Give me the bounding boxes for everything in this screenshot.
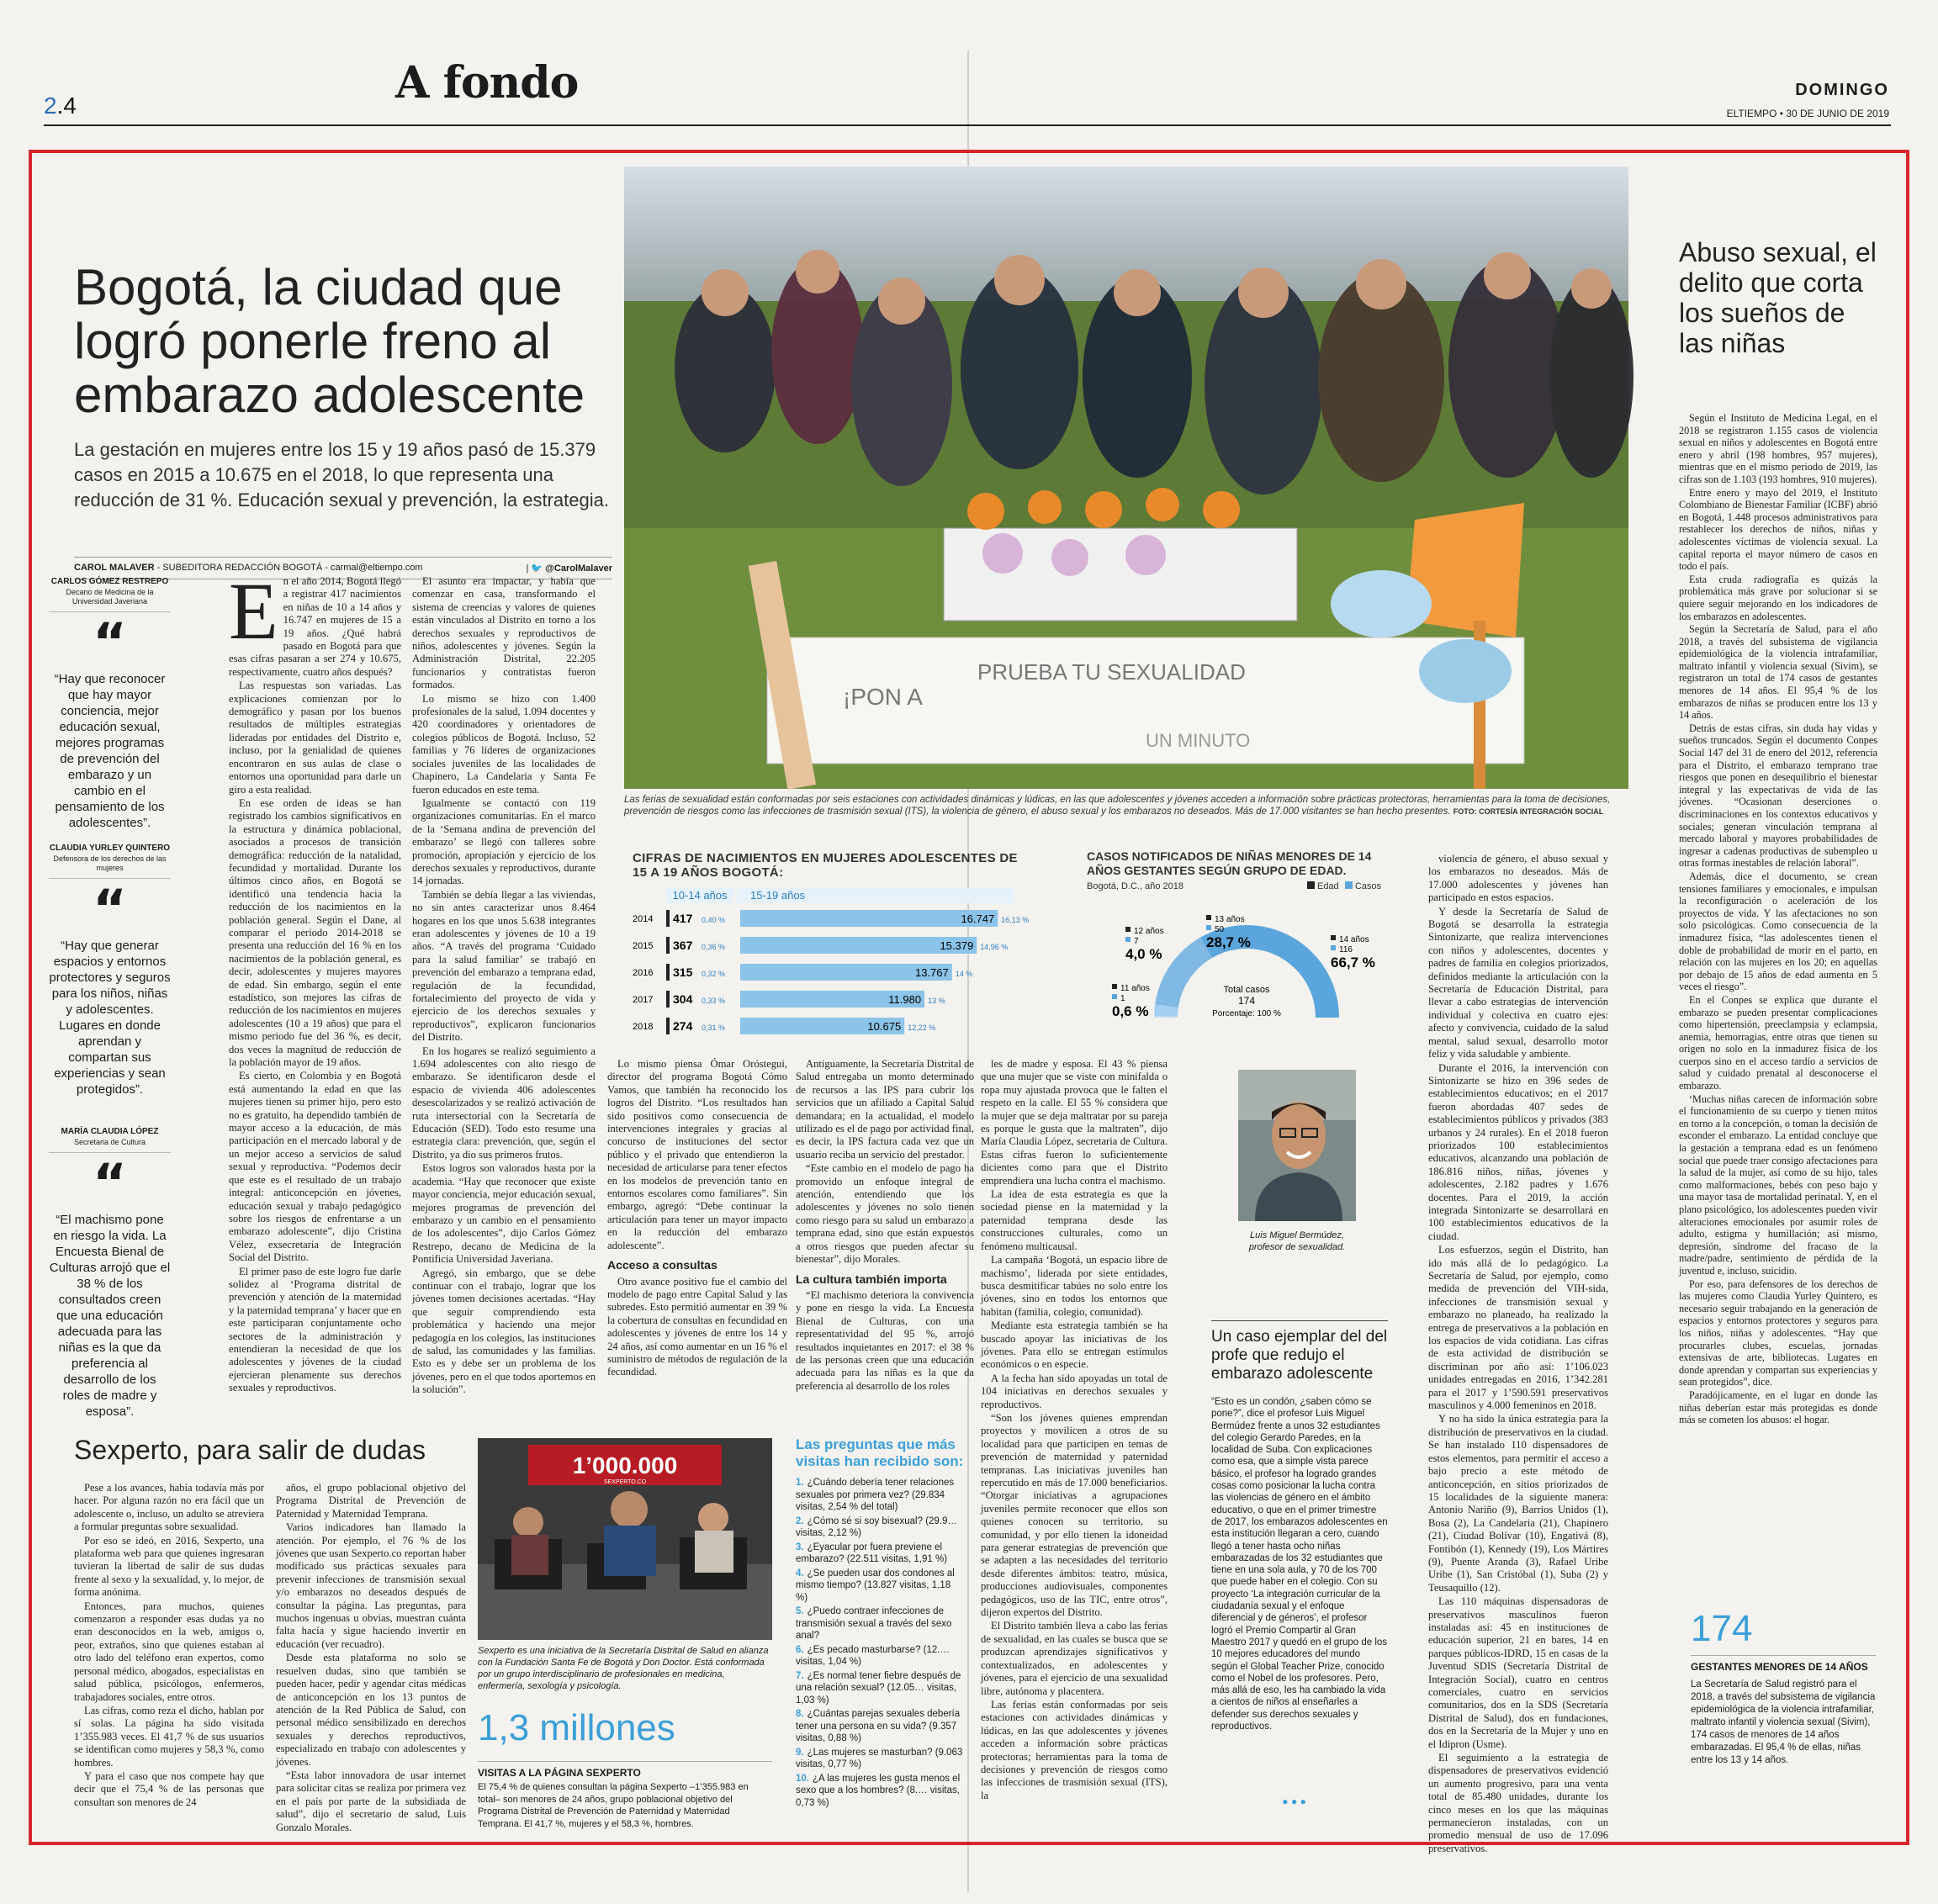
body-column-6 — [1428, 853, 1608, 1854]
age-label: 12 años — [1134, 927, 1164, 936]
question-text: ¿A las mujeres les gusta menos el sexo que a los hombres? (8.… visitas, 0,73 %) — [796, 1773, 961, 1808]
byline-role: - SUBEDITORA REDACCIÓN BOGOTÁ - carmal@eltiempo.com — [154, 563, 423, 573]
year-marker — [666, 910, 670, 927]
banner-text-1: ¡PON A — [843, 684, 923, 710]
legend-swatch — [1345, 881, 1353, 889]
question-item — [796, 1670, 964, 1707]
paragraph-group — [229, 680, 401, 1394]
group-label: 15-19 años — [750, 889, 806, 902]
quote-name: CLAUDIA YURLEY QUINTERO — [49, 844, 171, 853]
paragraph: Según la Secretaría de Salud, para el año 2018, a través del subsistema de vigilancia epidemiológica de la violencia intrafamiliar, maltrato infantil y violencia sexual (Sivim), se registraron un total de 174 casos de gestantes menores de 14 años. El 95,4 % de los embarazos de niñas se producen entre los 13 y 14 años. — [1679, 623, 1877, 722]
paragraph: Antiguamente, la Secretaría Distrital de Salud entregaba un monto determinado de recursos a las IPS para cubrir los servicios que un afiliado a Capital Salud demandara; en la actualidad, el modelo utilizado es el de pago por actividad final, es decir, la IPS factura cada vez que un usuario reciba un servicio del prestador. — [796, 1058, 974, 1161]
question-number: 1. — [796, 1478, 804, 1488]
body-column-1 — [229, 566, 401, 1408]
sexperto-title: Sexperto, para salir de dudas — [74, 1435, 426, 1465]
paragraph: En ese orden de ideas se han registrado los cambios significativos en la estructura y dinámica poblacional, asociados a procesos de transición demográfica: reducción de la natalidad, fecundidad y mortalidad. Durante los últimos cinco años, en Bogotá se identificó una tendencia hacia la reducción de los nacimientos en la población general. Según el Dane, al comparar el periodo 2014-2018 se presenta una reducción del 16 % en los nacimientos de la población general, es decir, adolescentes y mujeres mayores de edad. Sin embargo, según el ente estadístico, son mejores las cifras de reducción de los nacimientos en mujeres adolescentes (10 a 19 años) que para el mismo periodo fue del 36 %, es decir, dos veces la magnitud de reducción de la población mayor de 19 años. — [229, 796, 401, 1069]
paragraph: años, el grupo poblacional objetivo del Programa Distrital de Prevención de Paternidad y Maternidad Temprana. — [276, 1482, 466, 1520]
year-marker — [666, 937, 670, 954]
age-marker — [1125, 927, 1130, 932]
paragraph: La idea de esta estrategia es que la sociedad piense en la maternidad y la paternidad temprana desde las construcciones culturales, como un fenómeno multicausal. — [981, 1188, 1168, 1252]
byline-twitter: | 🐦 @CarolMalaver — [526, 563, 612, 574]
group-label: 10-14 años — [672, 889, 728, 902]
paragraph: Mediante esta estrategia también se ha buscado apoyar las iniciativas de los jóvenes. Para ello se entregan estímulos económicos o en especie. — [981, 1320, 1168, 1371]
value-10-14: 304 — [673, 992, 693, 1006]
chart-subtitle: Bogotá, D.C., año 2018 Edad Casos — [1087, 881, 1381, 891]
paragraph: Paradójicamente, en el lugar en donde las niñas deberían estar más protegidas es donde más se cometen los abusos: el hogar. — [1679, 1388, 1877, 1426]
paragraph: Las cifras, como reza el dicho, hablan por sí solas. La página ha sido visitada 1’355.983 veces. El 41,7 % de sus usuarios se identifican como mujeres y 58,3 %, como hombres. — [74, 1704, 264, 1769]
paragraph: Y no ha sido la única estrategia para la distribución de preservativos en la ciudad. Se han instalado 110 dispensadores de estos elementos, para permitir el acceso a bajo precio a este método de anticoncepción, en sitios priorizados de 15 localidades de la siguiente manera: Antonio Nariño (9), Barrios Unidos (1), Bosa (2), La Candelaria (21), Chapinero (21), Ciudad Bolívar (10), Engativá (8), Fontibón (1), Kennedy (19), Los Mártires (9), Puente Aranda (3), Rafael Uribe Uribe (1), San Cristóbal (1), Suba (2) y Teusaquillo (12). — [1428, 1413, 1608, 1594]
sidebar-stat-label: GESTANTES MENORES DE 14 AÑOS — [1691, 1655, 1876, 1673]
paragraph: “Son los jóvenes quienes emprendan proyectos y movilicen a otros de su localidad para que participen en temas de prevención de maternidad y paternidad tempranas. Las iniciativas juveniles han repercutido en más de 17.000 beneficiarios. “Otorgar iniciativas a agrupaciones juveniles permite reconocer que ellos son quienes conocen su territorio, su comunidad, y por ello tienen la idoneidad para generar estrategias de prevención que se adapten a las necesidades del territorio desde diferentes ámbitos: teatro, música, producciones audiovisuales, componentes pedagógicos, uso de las TIC, entre otros”, dijeron expertos del Distrito. — [981, 1411, 1168, 1619]
paragraph: Lo mismo se hizo con 1.400 profesionales de la salud, 1.094 docentes y 420 coordinadores y orientadores de colegios públicos de Bogotá. Incluso, 52 familias y 76 líderes de organizaciones sociales juveniles de las localidades de Chapinero, La Candelaria y Santa Fe fueron educados en este tema. — [412, 692, 596, 796]
question-number: 3. — [796, 1542, 804, 1552]
article-subhead: La gestación en mujeres entre los 15 y 19 años pasó de 15.379 casos en 2015 a 10.675 en el 2018, lo que representa una reducción de 31 %. Educación sexual y prevención, la estrategia. — [74, 439, 609, 510]
percent-15-19: 12,22 % — [908, 1023, 936, 1032]
center-value: 174 — [1237, 995, 1256, 1007]
paragraph: Agregó, sin embargo, que se debe continuar con el trabajo, lograr que los jóvenes tomen decisiones acertadas. “Hay que seguir comprendiendo esta problemática y haciendo una mejor pedagogía en los colegios, las instituciones de salud, las comunidades y las familias. Esto es y debe ser un problema de los jóvenes, pero en el que todos aportemos en la solución”. — [412, 1267, 596, 1396]
value-10-14: 274 — [673, 1019, 693, 1033]
question-text: ¿Las mujeres se masturban? (9.063 visitas, 0,77 %) — [796, 1747, 963, 1769]
drop-cap: E — [229, 566, 278, 656]
paragraph: A la fecha han sido apoyadas un total de 104 iniciativas en derechos sexuales y reproductivos. — [981, 1372, 1168, 1410]
value-10-14: 367 — [673, 939, 693, 952]
quote-role: Secretaria de Cultura — [73, 1138, 146, 1146]
body-column-3 — [607, 1058, 787, 1411]
percent-10-14: 0,33 % — [702, 997, 726, 1005]
percent-10-14: 0,40 % — [702, 916, 726, 924]
paragraph: Detrás de estas cifras, sin duda hay vidas y sueños truncados. Según el documento Conpes Social 147 del 31 de enero del 2012, referencia para el Distrito, el embarazo temprano trae riesgos que ponen en desequilibrio el bienestar integral y las expectativas de vida de las jóvenes. “Ocasionan deserciones o discriminaciones en los contextos educativos y sociales; generan vinculación temprana al mercado laboral y mayores probabilidades de ingresar a cadenas productivas de subempleo u otras formas inestables de relación laboral”. — [1679, 722, 1877, 870]
quote-text: “Hay que generar espacios y entornos protectores y seguros para los niños, niñas y adolescentes. Lugares en donde aprendan y compartan sus experiencias y sean protegidos”. — [49, 939, 171, 1097]
quote-role: Decano de Medicina de la Universidad Javeriana — [66, 588, 154, 606]
sexperto-sign-sub: SEXPERTO.CO — [603, 1479, 647, 1485]
percent-15-19: 13 % — [928, 997, 945, 1005]
sexperto-column-2 — [276, 1482, 466, 1833]
paragraph: Pese a los avances, había todavía más por hacer. Por alguna razón no era fácil que un adolescente o, incluso, un adulto se atreviera a formular preguntas sobre sexualidad. — [74, 1482, 264, 1533]
bar-15-19 — [740, 910, 998, 927]
banner-text-2: PRUEBA TU SEXUALIDAD — [977, 659, 1246, 685]
sexperto-stat-text: El 75,4 % de quienes consultan la página Sexperto –1’355.983 en total– son menores de 24 años, grupo poblacional objetivo del Programa Distrital de Prevención de Paternidad y Maternidad Temprana. El 41,7 %, mujeres y el 58,3 %, hombres. — [478, 1782, 749, 1829]
value-15-19: 16.747 — [961, 912, 995, 925]
chart-title: CIFRAS DE NACIMIENTOS EN MUJERES ADOLESCENTES DE 15 A 19 AÑOS BOGOTÁ: — [633, 851, 1018, 880]
chart-title: CASOS NOTIFICADOS DE NIÑAS MENORES DE 14 AÑOS GESTANTES SEGÚN GRUPO DE EDAD. — [1087, 849, 1372, 877]
center-label: Total casos — [1223, 985, 1270, 995]
paragraph: Y para el caso que nos compete hay que decir que el 75,4 % de las personas que consultan son menores de 24 — [74, 1769, 264, 1808]
question-text: ¿Cuántas parejas sexuales debería tener una persona en su vida? (9.357 visitas, 0,88 %) — [796, 1709, 961, 1743]
questions-title: Las preguntas que más visitas han recibido son: — [796, 1436, 964, 1469]
question-item — [796, 1542, 964, 1566]
question-item — [796, 1605, 964, 1642]
paragraph: Las 110 máquinas dispensadoras de preservativos masculinos fueron instaladas así: 45 en instituciones de educación superior, 21 en bares, 14 en parques públicos-IDRD, 15 en casas de la Juventud SDIS (Secretaría Distrital de Integración Social), cuatro en centros comerciales, cuatro en servicios comunitarios, dos en la SDS (Secretaría Distrital de Salud), dos en fundaciones, dos en la Secretaría de la Mujer y uno en el Idipron (Usme). — [1428, 1595, 1608, 1750]
body-column-4 — [796, 1058, 974, 1411]
body-column-2 — [412, 575, 596, 1408]
main-photo — [624, 167, 1628, 789]
quote-text: “Hay que reconocer que hay mayor conciencia, mejor educación sexual, mejores programas de prevención del embarazo y un cambio en el pensamiento de los adolescentes”. — [54, 672, 166, 830]
paragraph: “Este cambio en el modelo de pago ha promovido un enfoque integral de atención, entendiendo que los adolescentes y jóvenes no solo tienen como riesgo para su salud un embarazo a temprana edad, sino que están expuestos a otros riesgos que pueden afectar su bienestar”, dijo Morales. — [796, 1162, 974, 1266]
sidebar-stat-text: La Secretaría de Salud registró para el 2018, a través del subsistema de vigilancia epidemiológica de la violencia intrafamiliar, maltrato infantil y violencia sexual (Sivim), 174 casos de menores de 14 años embarazadas. El 95,4 % de ellas, niñas entre los 13 y 14 años. — [1691, 1679, 1876, 1765]
paragraph: La campaña ‘Bogotá, un espacio libre de machismo’, liderada por siete entidades, busca desmitificar tabúes no solo entre los jóvenes, sino en todos los entornos que habitan (familia, colegio, comunidad). — [981, 1254, 1168, 1318]
value-15-19: 11.980 — [888, 993, 922, 1006]
paragraph: Es cierto, en Colombia y en Bogotá está aumentando la edad en que las mujeres tienen su primer hijo, pero esto no es gratuito, ha dependido también de mayor acceso a la educación, de más participación en el mercado laboral y de un mejor acceso a servicios de salud sexual y reproductiva. “Podemos decir que este es el resultado de un trabajo integral: anticoncepción en jóvenes, educación sexual y trabajo pedagógico sobre los riesgos de enfrentarse a un embarazo adolescente”, dijo Cristina Vélez, exsecretaria de Integración Social del Distrito. — [229, 1070, 401, 1264]
sidebar-body — [1679, 412, 1877, 1589]
lead-paragraph: En el año 2014, Bogotá llegó a registrar 417 nacimientos en niñas de 10 a 14 años y 16.747 en mujeres de 15 a 19 años. ¿Qué habrá pasado en Bogotá para que esas cifras pasaran a ser 274 y 10.675, respectivamente, cuatro años después? — [229, 566, 401, 678]
percent-label: 28,7 % — [1206, 934, 1251, 950]
percent-15-19: 16,13 % — [1001, 916, 1030, 924]
paragraph: Por eso se ideó, en 2016, Sexperto, una plataforma web para que quienes ingresaran tuvieran la libertad de salir de sus dudas frente al sexo y la sexualidad, y, lo mejor, de forma anónima. — [74, 1534, 264, 1599]
percent-label: 4,0 % — [1125, 946, 1162, 962]
percent-10-14: 0,32 % — [702, 970, 726, 978]
value-15-19: 10.675 — [867, 1020, 902, 1033]
age-label: 13 años — [1215, 915, 1245, 924]
case-marker — [1112, 994, 1117, 999]
photo-caption: Las ferias de sexualidad están conformadas por seis estaciones con actividades dinámicas y lúdicas, en las que adolescentes y jóvenes acceden a información sobre prácticas protectoras, herramientas para la toma de decisiones, prevención de riesgos como las infecciones de trasmisión sexual (ITS), la violencia de género, el abuso sexual y los embarazos no deseados. Más de 17.000 visitantes se han hecho presentes. FOTO: CORTESÍA INTEGRACIÓN SOCIAL — [624, 795, 1611, 817]
case-marker — [1125, 937, 1130, 942]
question-text: ¿Es normal tener fiebre después de una relación sexual? (12.05… visitas, 1,03 %) — [796, 1670, 961, 1706]
paragraph: También se debía llegar a las viviendas, no sin antes caracterizar unos 8.464 hogares en los que unos 5.638 integrantes eran adolescentes y jóvenes de 10 a 19 años. “A través del programa ‘Cuidado para la salud familiar’ se trabajó en prevención del embarazo a temprana edad, regulación de la fecundidad, fortalecimiento del proyecto de vida y ejercicio de los derechos sexuales y reproductivos”, explicaron funcionarios del Distrito. — [412, 888, 596, 1044]
paragraph: Por eso, para defensores de los derechos de las mujeres como Claudia Yurley Quintero, es necesario seguir trabajando en la generación de espacios y entornos protectores y seguros para los niños, niñas y adolescentes. “Hay que procurarles clubes, escuelas, jornadas extensivas de arte, bibliotecas. Lugares en donde aprendan y compartan sus experiencias y sean protegidos”, dice. — [1679, 1277, 1877, 1388]
question-item — [796, 1515, 964, 1540]
question-item — [796, 1747, 964, 1771]
donut-slice — [1155, 938, 1212, 1008]
year-marker — [666, 964, 670, 981]
case-count: 1 — [1120, 994, 1125, 1003]
question-number: 8. — [796, 1709, 804, 1719]
center-sub: Porcentaje: 100 % — [1212, 1009, 1281, 1018]
year-marker — [666, 991, 670, 1008]
crowd-scene-illustration — [624, 167, 1628, 789]
paragraph: Otro avance positivo fue el cambio del modelo de pago entre Capital Salud y las subredes. Esto permitió aumentar en 39 % la cobertura de consultas en fecundidad en adolescentes y jóvenes de entre los 14 y 24 años, así como aumentar en un 16 % el suministro de métodos de regulación de la fecundidad. — [607, 1275, 788, 1378]
paragraph: Esta cruda radiografía es quizás la problemática más grave por solucionar si se quiere seguir mejorando en los indicadores de los embarazos en adolescentes. — [1679, 573, 1877, 622]
question-number: 6. — [796, 1644, 804, 1655]
case-count: 7 — [1134, 937, 1139, 946]
question-item — [796, 1773, 964, 1810]
paragraph: “Esta labor innovadora de usar internet para solicitar citas se realiza por primera vez en el país por parte de la subsidiada de salud”, dijo el secretario de salud, Luis Gonzalo Morales. — [276, 1769, 466, 1833]
percent-label: 66,7 % — [1331, 955, 1375, 971]
case-marker — [1331, 945, 1336, 950]
sidebar-stat-value: 174 — [1691, 1608, 1753, 1649]
paragraph: Los esfuerzos, según el Distrito, han ido más allá de lo pedagógico. La Secretaría de Salud, por ejemplo, como medida de prevención del VIH-sida, infecciones de transmisión sexual y embarazo no planeado, ha realizado la entrega de preservativos a la población en los espacios de vida cotidiana. Las cifras de esta actividad de distribución se discriminan por año así: 1’106.023 unidades entregadas en 2016, 1’342.281 para el 2017 y 1’590.591 preservativos masculinos y 4.000 femeninos en 2018. — [1428, 1244, 1608, 1412]
quote-gomez — [49, 577, 171, 831]
question-number: 5. — [796, 1606, 804, 1616]
percent-15-19: 14 % — [955, 970, 973, 978]
sexperto-column-1 — [74, 1482, 264, 1818]
percent-10-14: 0,36 % — [702, 943, 726, 951]
byline-name: CAROL MALAVER — [74, 563, 155, 573]
age-marker — [1112, 984, 1117, 989]
value-10-14: 315 — [673, 965, 693, 979]
value-15-19: 15.379 — [940, 939, 974, 952]
percent-label: 0,6 % — [1112, 1003, 1149, 1019]
sexperto-photo — [478, 1438, 772, 1640]
call-center-illustration — [478, 1438, 772, 1640]
sexperto-stat-value: 1,3 millones — [478, 1707, 675, 1748]
year-marker — [666, 1018, 670, 1034]
case-count: 50 — [1215, 925, 1225, 934]
question-text: ¿Es pecado masturbarse? (12.… visitas, 1,04 %) — [796, 1644, 950, 1667]
question-item — [796, 1708, 964, 1745]
age-marker — [1331, 935, 1336, 940]
age-label: 11 años — [1120, 984, 1150, 993]
paragraph: Estos logros son valorados hasta por la academia. “Hay que reconocer que existe mayor conciencia, mejor educación sexual, mejores programas de prevención del embarazo y un cambio en el pensamiento de los adolescentes”, dijo Carlos Gómez Restrepo, decano de Medicina de la Pontificia Universidad Javeriana. — [412, 1162, 596, 1266]
question-text: ¿Puedo contraer infecciones de transmisión sexual a través del sexo anal? — [796, 1606, 952, 1641]
year-label: 2016 — [633, 968, 654, 978]
masthead-day: DOMINGO — [1795, 81, 1889, 99]
legend-label-edad: Edad — [1316, 881, 1339, 891]
paragraph: Entre enero y mayo del 2019, el Instituto Colombiano de Bienestar Familiar (ICBF) abrió en Bogotá, 1.448 procesos administrativos para restablecer los derechos de niños, niñas y adolescentes víctimas de violencia sexual. La capital reporta el mayor número de casos en todo el país. — [1679, 486, 1877, 573]
cases-chart-svg — [1087, 891, 1381, 1060]
paragraph: Y desde la Secretaría de Salud de Bogotá se desarrolla la estrategia Sintonizarte, que realiza intervenciones con niños y adolescentes, docentes y padres de familia en colegios priorizados, definidos mediante la articulación con la Secretaría de Educación Distrital, para llevar a cabo estrategias de intervención individual y colectiva en cuatro ejes: afecto y convivencia, cuidado de la salud mental, salud sexual, desarrollo motor feliz y vida saludable y ambiente. — [1428, 905, 1608, 1060]
question-number: 4. — [796, 1568, 804, 1579]
paragraph: Varios indicadores han llamado la atención. Por ejemplo, el 76 % de los jóvenes que usan Sexperto.co reportan haber modificado sus prácticas sexuales para prevenir infecciones de transmisión sexual y/o embarazos no deseados después de consultar la página. Las preguntas, para muchos ingenuas u obvias, muestran cuánta falta hacía y sigue haciendo invertir en educación (ver recuadro). — [276, 1521, 466, 1650]
question-number: 2. — [796, 1515, 804, 1526]
paragraph: El asunto era impactar, y había que comenzar en casa, transformando el sistema de creencias y valores de quienes están vinculados al Distrito en torno a los derechos sexuales y reproductivos de niños, adolescentes y jóvenes. Según la Administración Distrital, 22.205 funcionarios y contratistas fueron formados. — [412, 575, 596, 691]
age-marker — [1206, 915, 1211, 920]
profile-text: “Esto es un condón, ¿saben cómo se pone?”, dice el profesor Luis Miguel Bermúdez frente a unos 32 estudiantes del colegio Gerardo Paredes, en la localidad de Suba. Con explicaciones como esa, que a simple vista parece básico, el profesor ha logrado grandes cosas como posicionar la lucha contra las violencias de género en el ámbito educativo, o que en el primer trimestre de 2017, los embarazos adolescentes en esta institución llegaran a cero, cuando llegó a tener hasta ocho niñas embarazadas de los 32 estudiantes que tiene en una sola aula, y 70 de los 700 que puede haber en el colegio. Con su proyecto ‘La integración curricular de la ciudadanía sexual y el enfoque diferencial y de géneros’, el profesor logró el Premio Compartir al Gran Maestro 2017 y quedó en el grupo de los 10 mejores educadores del mundo según el Global Teacher Prize, conocido como el Nobel de los profesores. Pero, más allá de eso, les ha cambiado la vida a cientos de niños al enseñarles a defender sus derechos sexuales y reproductivos. — [1211, 1397, 1388, 1732]
body-column-5 — [981, 1058, 1168, 1815]
question-item — [796, 1644, 964, 1669]
cases-chart — [1087, 849, 1381, 1051]
paragraph: En los hogares se realizó seguimiento a 1.694 adolescentes con alto riesgo de embarazo. Se identificaron desde el espacio de vivienda 406 adolescentes desescolarizados y se realizó activación de ruta intersectorial con la Secretaría de Educación (SED). Todo esto resume una estrategia clara: prevención, que, según el Distrito, ya dio sus primeros frutos. — [412, 1045, 596, 1161]
legend-swatch — [1307, 881, 1315, 889]
value-10-14: 417 — [673, 912, 693, 925]
profile-photo — [1238, 1070, 1356, 1221]
percent-15-19: 14,96 % — [980, 943, 1009, 951]
paragraph: Además, dice el documento, se crean tensiones familiares y emocionales, e impulsan la reconfiguración o aceleración de los proyectos de vida. Y las afectaciones no son solo psicológicas. Como consecuencia de la inmadurez física, “las adolescentes tienen el doble de probabilidad de morir en el parto, en relación con las mujeres en los 20; en aquellas por debajo de 15 años de edad aumenta en 5 veces el riesgo”. — [1679, 870, 1877, 993]
paragraph: ‘Muchas niñas carecen de información sobre el funcionamiento de su cuerpo y tienen mitos en torno a la concepción, o toman la decisión de esconder el embarazo. La entidad concluye que la gestación a temprana edad es un fenómeno social que puede traer consigo afectaciones para la salud de la mujer, así como de su hijo, tales como malformaciones, bebés con peso bajo y una mayor tasa de mortalidad perinatal. Y, en el plano psicológico, los adolescentes pueden vivir alteraciones emocionales por asumir roles de adulto, estigma y humillación; así mismo, depresión, síndrome del fracaso de la madre/padre, sentimiento de pérdida de la juventud e, incluso, suicidio. — [1679, 1092, 1877, 1277]
births-chart-svg — [633, 885, 1028, 1053]
teacher-portrait-illustration — [1238, 1070, 1356, 1221]
question-number: 7. — [796, 1670, 804, 1681]
year-label: 2018 — [633, 1022, 654, 1032]
subheading: Acceso a consultas — [607, 1258, 717, 1272]
photo-credit: FOTO: CORTESÍA INTEGRACIÓN SOCIAL — [1453, 807, 1604, 816]
percent-10-14: 0,31 % — [702, 1023, 726, 1032]
quote-text: “El machismo pone en riesgo la vida. La Encuesta Bienal de Culturas arrojó que el 38 % de los consultados creen que una educación adecuada para las niñas es la que da preferencia al desarrollo de los roles de madre y esposa”. — [49, 1213, 171, 1419]
subheading: La cultura también importa — [796, 1272, 947, 1286]
sidebar-title: Abuso sexual, el delito que corta los sueños de las niñas — [1679, 237, 1877, 358]
page-number: 2.4 — [44, 93, 77, 119]
paragraph: Las ferias están conformadas por seis estaciones con actividades dinámicas y lúdicas, en las que adolescentes y jóvenes acceden a información sobre prácticas protectoras; herramientas para la toma de decisiones y prevención de riesgos como las infecciones de trasmisión sexual (ITS), la — [981, 1698, 1168, 1801]
question-item — [796, 1477, 964, 1514]
question-text: ¿Eyacular por fuera previene el embarazo? (22.511 visitas, 1,91 %) — [796, 1542, 948, 1564]
question-text: ¿Cuándo debería tener relaciones sexuales por primera vez? (29.834 visitas, 2,54 % del total) — [796, 1478, 955, 1512]
year-label: 2014 — [633, 914, 654, 924]
question-number: 9. — [796, 1747, 804, 1758]
paragraph: “El machismo deteriora la convivencia y pone en riesgo la vida. La Encuesta Bienal de Culturas, con una representatividad del 95 %, arrojó resultados inquietantes en 2017: el 38 % de las personas creen que una educación adecuada para las niñas es la que da preferencia al desarrollo de los roles — [796, 1288, 974, 1392]
case-marker — [1206, 925, 1211, 930]
sexperto-photo-caption: Sexperto es una iniciativa de la Secretaría Distrital de Salud en alianza con la Fundación Santa Fe de Bogotá y Don Doctor. Está conformada por un grupo interdisciplinario de profesionales en medicina, enfermería, sexología y psicología. — [478, 1646, 769, 1691]
paragraph: El seguimiento a la estrategia de dispensadores de preservativos evidenció un aumento progresivo, para una venta total de 85.480 unidades, durante los cinco meses en los que las máquinas permanecieron instaladas, con un promedio mensual de uso de 17.096 preservativos. — [1428, 1752, 1608, 1854]
question-text: ¿Cómo sé si soy bisexual? (29.9… visitas, 2,12 %) — [796, 1515, 957, 1538]
quote-mark-icon: “ — [49, 878, 171, 934]
article-headline: Bogotá, la ciudad que logró ponerle freno al embarazo adolescente — [74, 259, 585, 423]
question-text: ¿Se pueden usar dos condones al mismo tiempo? (13.827 visitas, 1,18 %) — [796, 1568, 955, 1603]
year-label: 2015 — [633, 941, 654, 951]
question-item — [796, 1568, 964, 1605]
quote-role: Defensora de los derechos de las mujeres — [53, 854, 167, 872]
age-label: 14 años — [1339, 935, 1369, 944]
profile-title: Un caso ejemplar del del profe que redujo el embarazo adolescente — [1211, 1320, 1388, 1383]
banner-text-3: UN MINUTO — [1146, 730, 1251, 751]
question-number: 10. — [796, 1773, 809, 1784]
paragraph: En el Conpes se explica que durante el embarazo se pueden presentar complicaciones como hipertensión, preeclampsia y eclampsia, anemia, hemorragias, entre otras que tienen su origen no solo en la inmadurez física de los cuerpos sino en el acceso tardío a servicios de salud y cuidado prenatal al desconocerse el embarazo. — [1679, 993, 1877, 1092]
sexperto-sign: 1’000.000 — [572, 1452, 678, 1478]
quote-mark-icon: “ — [49, 1152, 171, 1209]
sexperto-stat-label: VISITAS A LA PÁGINA SEXPERTO — [478, 1761, 772, 1779]
year-label: 2017 — [633, 995, 654, 1005]
quote-quintero — [49, 844, 171, 1097]
paragraph: El Distrito también lleva a cabo las ferias de sexualidad, en las cuales se busca que se produzcan aprendizajes significativos y contextualizados, en adolescentes y jóvenes, para el ejercicio de una sexualidad libre, autónoma y placentera. — [981, 1620, 1168, 1697]
profile-photo-caption: Luis Miguel Bermúdez, profesor de sexualidad. — [1248, 1230, 1346, 1252]
chart-legend — [1307, 881, 1381, 891]
paragraph: Lo mismo piensa Ómar Oróstegui, director del programa Bogotá Cómo Vamos, que también ha reconocido los logros del Distrito. “Los resultados han sido positivos como consecuencia de intervenciones integrales y gracias al concurso de instituciones del sector público y el privado que entendieron la necesidad de articularse para tener efectos en los modelos de prevención tanto en entornos escolares como familiares”. Sin embargo, agregó: “Debe continuar la articulación para tener un mayor impacto en la reducción del embarazo adolescente”. — [607, 1058, 787, 1251]
paragraph: Según el Instituto de Medicina Legal, en el 2018 se registraron 1.155 casos de violencia sexual en niños y adolescentes en Bogotá entre enero y abril (198 hombres, 957 mujeres), mientras que en el mismo periodo de 2019, las cifras son de 1.103 (193 hombres, 910 mujeres). — [1679, 412, 1877, 485]
twitter-icon: 🐦 — [531, 563, 543, 574]
quote-mark-icon: “ — [49, 611, 171, 668]
questions-list — [796, 1477, 964, 1811]
end-dots-icon: ••• — [1282, 1791, 1310, 1812]
births-chart — [633, 851, 1028, 1045]
paragraph: violencia de género, el abuso sexual y los embarazos no deseados. Más de 17.000 adolescentes y jóvenes han participado en estos espacios. — [1428, 853, 1608, 904]
legend-label-casos: Casos — [1354, 881, 1381, 891]
paragraph: El primer paso de este logro fue darle solidez al ‘Programa distrital de prevención y atención de la maternidad y la paternidad temprana’ y hacer que en este participaran conjuntamente ocho sectores de la administración y entendieran la necesidad de que los adolescentes y jóvenes de la ciudad ejercieran plenamente sus derechos sexuales y reproductivos. — [229, 1265, 401, 1394]
case-count: 116 — [1339, 945, 1353, 955]
value-15-19: 13.767 — [914, 966, 949, 979]
quote-lopez — [49, 1127, 171, 1420]
quote-name: CARLOS GÓMEZ RESTREPO — [50, 577, 169, 586]
paragraph: Desde esta plataforma no solo se resuelven dudas, sino que también se pueden hacer, pedir y agendar citas médicas de anticoncepción en los 13 puntos de atención de la Red Pública de Salud, con personal médico sensibilizado en derechos sexuales y derechos reproductivos, especializado en trabajo con adolescentes y jóvenes. — [276, 1652, 466, 1768]
paragraph: Las respuestas son variadas. Las explicaciones comienzan por lo demográfico y pasan por los buenos resultados de múltiples estrategias lideradas por entidades del Distrito e, incluso, por la genialidad de quienes encontraron en sus aulas de clase o entornos una oportunidad para darle un giro a esta realidad. — [229, 680, 401, 796]
paragraph: les de madre y esposa. El 43 % piensa que una mujer que se viste con minifalda o ropa muy ajustada provoca que le falten el respeto en la calle. El 55 % considera que la mujer que se deja maltratar por su pareja es porque le gusta que la maltraten”, dijo María Claudia López, secretaria de Cultura. Estas cifras fueron lo suficientemente dicientes como para que el Distrito emprendiera una lucha contra el machismo. — [981, 1058, 1168, 1187]
paragraph: Igualmente se contactó con 119 organizaciones comunitarias. En el marco de la ‘Semana andina de prevención del embarazo’ se llegó con talleres sobre promoción, apropiación y ejercicio de los derechos sexuales y reproductivos, durante 14 jornadas. — [412, 796, 596, 887]
paragraph: Durante el 2016, la intervención con Sintonizarte se hizo en 396 sedes de establecimientos educativos; en el 2017 fueron abordadas 407 sedes de establecimientos públicos y privados (383 urbanos y 24 rurales). En el 2018 fueron priorizados 100 establecimientos educativos, alcanzando una población de 186.816 niños, niñas, jóvenes y adolescentes, 2.182 padres y 1.676 docentes. Para el 2019, la acción integrada Sintonizarte se desarrollará en 100 establecimientos educativos de la ciudad. — [1428, 1061, 1608, 1242]
masthead-date: ELTIEMPO • 30 DE JUNIO DE 2019 — [1726, 108, 1889, 119]
paragraph: Entonces, para muchos, quienes comenzaron a responder esas dudas ya no eran desconocidos en la web, amigos o, peor, extraños, sino que quienes estaban al otro lado del teléfono eran expertos, como personal médico, abogados, especialistas en salud pública, psicólogos, enfermeros, trabajadores sociales, entre otros. — [74, 1600, 264, 1703]
section-title: A fondo — [395, 57, 579, 108]
quote-name: MARÍA CLAUDIA LÓPEZ — [61, 1127, 159, 1136]
